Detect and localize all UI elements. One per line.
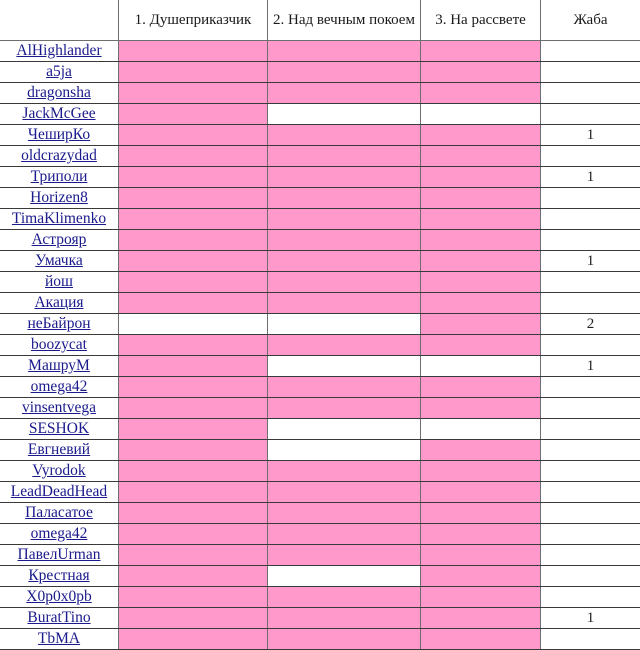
vote-cell-candidate-1 — [119, 41, 268, 62]
voter-cell — [0, 377, 119, 398]
vote-cell-candidate-3 — [421, 251, 541, 272]
vote-cell-candidate-2 — [268, 608, 421, 629]
toad-count-cell — [541, 104, 640, 125]
table-row — [0, 104, 640, 125]
voter-link[interactable]: Акация — [34, 294, 83, 311]
toad-count-cell: 1 — [541, 608, 640, 629]
table-row — [0, 440, 640, 461]
toad-count-cell — [541, 629, 640, 650]
toad-count-cell — [541, 482, 640, 503]
voter-link[interactable]: йош — [45, 273, 73, 290]
vote-cell-candidate-1 — [119, 545, 268, 566]
voter-cell — [0, 167, 119, 188]
toad-count-cell — [541, 62, 640, 83]
table-row — [0, 587, 640, 608]
vote-cell-candidate-1 — [119, 167, 268, 188]
vote-cell-candidate-1 — [119, 524, 268, 545]
voter-link[interactable]: LeadDeadHead — [11, 483, 107, 500]
header-candidate-3: 3. На рассвете — [421, 0, 541, 41]
voter-cell — [0, 209, 119, 230]
vote-cell-candidate-3 — [421, 335, 541, 356]
vote-cell-candidate-2 — [268, 83, 421, 104]
voter-cell — [0, 398, 119, 419]
voter-link[interactable]: Триполи — [31, 168, 88, 185]
vote-cell-candidate-1 — [119, 377, 268, 398]
vote-cell-candidate-2 — [268, 440, 421, 461]
vote-cell-candidate-2 — [268, 62, 421, 83]
toad-count-cell — [541, 440, 640, 461]
table-body — [0, 41, 640, 650]
table-row — [0, 125, 640, 146]
vote-cell-candidate-3 — [421, 41, 541, 62]
header-row — [0, 0, 640, 41]
voter-link[interactable]: TimaKlimenko — [12, 210, 106, 227]
table-row — [0, 461, 640, 482]
table-row — [0, 482, 640, 503]
toad-count-cell: 1 — [541, 125, 640, 146]
table-row — [0, 272, 640, 293]
vote-cell-candidate-2 — [268, 146, 421, 167]
toad-count-cell — [541, 461, 640, 482]
toad-count-cell — [541, 566, 640, 587]
vote-cell-candidate-3 — [421, 188, 541, 209]
vote-cell-candidate-1 — [119, 125, 268, 146]
vote-cell-candidate-3 — [421, 272, 541, 293]
vote-cell-candidate-2 — [268, 272, 421, 293]
vote-cell-candidate-2 — [268, 419, 421, 440]
vote-cell-candidate-1 — [119, 209, 268, 230]
voter-link[interactable]: vinsentvega — [22, 399, 96, 416]
table-row — [0, 356, 640, 377]
vote-cell-candidate-1 — [119, 482, 268, 503]
vote-cell-candidate-2 — [268, 293, 421, 314]
toad-count-cell — [541, 146, 640, 167]
vote-cell-candidate-1 — [119, 419, 268, 440]
vote-cell-candidate-3 — [421, 356, 541, 377]
vote-cell-candidate-3 — [421, 524, 541, 545]
toad-count-cell: 2 — [541, 314, 640, 335]
voter-link[interactable]: AlHighlander — [16, 42, 101, 59]
vote-cell-candidate-2 — [268, 41, 421, 62]
vote-cell-candidate-3 — [421, 503, 541, 524]
voter-link[interactable]: oldcrazydad — [21, 147, 97, 164]
vote-cell-candidate-3 — [421, 566, 541, 587]
voter-cell — [0, 566, 119, 587]
voter-cell — [0, 125, 119, 146]
vote-cell-candidate-2 — [268, 335, 421, 356]
voter-link[interactable]: omega42 — [31, 525, 88, 542]
vote-cell-candidate-1 — [119, 461, 268, 482]
table-row — [0, 566, 640, 587]
voter-link[interactable]: SESHOK — [29, 420, 89, 437]
voter-cell — [0, 503, 119, 524]
vote-cell-candidate-2 — [268, 524, 421, 545]
toad-count-cell: 1 — [541, 356, 640, 377]
voter-link[interactable]: Умачка — [35, 252, 83, 269]
vote-cell-candidate-1 — [119, 251, 268, 272]
vote-cell-candidate-3 — [421, 146, 541, 167]
table-row — [0, 230, 640, 251]
vote-cell-candidate-3 — [421, 545, 541, 566]
voter-link[interactable]: omega42 — [31, 378, 88, 395]
vote-cell-candidate-2 — [268, 587, 421, 608]
table-row — [0, 335, 640, 356]
table-row — [0, 629, 640, 650]
vote-cell-candidate-2 — [268, 461, 421, 482]
vote-cell-candidate-1 — [119, 503, 268, 524]
vote-cell-candidate-2 — [268, 314, 421, 335]
vote-cell-candidate-2 — [268, 503, 421, 524]
vote-cell-candidate-1 — [119, 356, 268, 377]
vote-cell-candidate-3 — [421, 209, 541, 230]
vote-cell-candidate-3 — [421, 314, 541, 335]
voter-cell — [0, 62, 119, 83]
vote-cell-candidate-3 — [421, 125, 541, 146]
vote-cell-candidate-3 — [421, 293, 541, 314]
toad-count-cell — [541, 524, 640, 545]
vote-cell-candidate-2 — [268, 251, 421, 272]
vote-cell-candidate-2 — [268, 125, 421, 146]
table-row — [0, 251, 640, 272]
vote-cell-candidate-1 — [119, 272, 268, 293]
vote-cell-candidate-3 — [421, 440, 541, 461]
vote-cell-candidate-1 — [119, 440, 268, 461]
voter-cell — [0, 41, 119, 62]
voter-link[interactable]: Астрояр — [32, 231, 87, 248]
toad-count-cell — [541, 377, 640, 398]
vote-cell-candidate-2 — [268, 629, 421, 650]
vote-cell-candidate-3 — [421, 461, 541, 482]
vote-cell-candidate-3 — [421, 629, 541, 650]
toad-count-cell — [541, 293, 640, 314]
voter-cell — [0, 293, 119, 314]
voter-cell — [0, 146, 119, 167]
voter-cell — [0, 83, 119, 104]
voter-link[interactable]: dragonsha — [27, 84, 91, 101]
voter-link[interactable]: JackMcGee — [22, 105, 95, 122]
table-row — [0, 419, 640, 440]
toad-count-cell: 1 — [541, 167, 640, 188]
vote-cell-candidate-2 — [268, 545, 421, 566]
voter-cell — [0, 335, 119, 356]
table-row — [0, 377, 640, 398]
vote-cell-candidate-3 — [421, 482, 541, 503]
table-row — [0, 293, 640, 314]
voter-cell — [0, 587, 119, 608]
toad-count-cell: 1 — [541, 251, 640, 272]
vote-cell-candidate-1 — [119, 398, 268, 419]
vote-cell-candidate-1 — [119, 587, 268, 608]
vote-cell-candidate-3 — [421, 587, 541, 608]
voter-link[interactable]: BuratTino — [27, 609, 90, 626]
table-row — [0, 83, 640, 104]
table-row — [0, 608, 640, 629]
toad-count-cell — [541, 188, 640, 209]
table-row — [0, 503, 640, 524]
vote-cell-candidate-2 — [268, 566, 421, 587]
vote-cell-candidate-2 — [268, 209, 421, 230]
toad-count-cell — [541, 272, 640, 293]
toad-count-cell — [541, 209, 640, 230]
voter-cell — [0, 440, 119, 461]
voter-link[interactable]: МашруМ — [28, 357, 90, 374]
voter-link[interactable]: boozycat — [31, 336, 87, 353]
voter-cell — [0, 461, 119, 482]
header-corner — [0, 0, 119, 41]
vote-cell-candidate-2 — [268, 356, 421, 377]
voter-link[interactable]: ЧеширКо — [28, 126, 90, 143]
vote-cell-candidate-2 — [268, 188, 421, 209]
voter-cell — [0, 251, 119, 272]
vote-cell-candidate-1 — [119, 314, 268, 335]
vote-cell-candidate-1 — [119, 146, 268, 167]
vote-cell-candidate-2 — [268, 230, 421, 251]
table-row — [0, 524, 640, 545]
voter-cell — [0, 482, 119, 503]
toad-count-cell — [541, 503, 640, 524]
table-row — [0, 209, 640, 230]
header-toad: Жаба — [541, 0, 640, 41]
vote-cell-candidate-3 — [421, 398, 541, 419]
toad-count-cell — [541, 587, 640, 608]
table-row — [0, 398, 640, 419]
vote-cell-candidate-3 — [421, 167, 541, 188]
voter-cell — [0, 272, 119, 293]
voter-link[interactable]: Евгневий — [28, 441, 90, 458]
voter-link[interactable]: ПавелUrman — [18, 546, 101, 563]
voter-cell — [0, 104, 119, 125]
toad-count-cell — [541, 335, 640, 356]
voter-link[interactable]: Паласатое — [25, 504, 93, 521]
header-candidate-2: 2. Над вечным покоем — [268, 0, 421, 41]
voter-link[interactable]: Крестная — [28, 567, 89, 584]
toad-count-cell — [541, 41, 640, 62]
header-candidate-1: 1. Душеприказчик — [119, 0, 268, 41]
vote-cell-candidate-2 — [268, 482, 421, 503]
voter-link[interactable]: Vyrodok — [32, 462, 85, 479]
vote-cell-candidate-1 — [119, 83, 268, 104]
voter-cell — [0, 230, 119, 251]
toad-count-cell — [541, 545, 640, 566]
vote-cell-candidate-2 — [268, 377, 421, 398]
vote-cell-candidate-3 — [421, 377, 541, 398]
toad-count-cell — [541, 398, 640, 419]
voter-link[interactable]: X0p0x0pb — [26, 588, 91, 605]
toad-count-cell — [541, 419, 640, 440]
vote-cell-candidate-1 — [119, 62, 268, 83]
vote-cell-candidate-1 — [119, 629, 268, 650]
vote-cell-candidate-1 — [119, 104, 268, 125]
table-row — [0, 314, 640, 335]
vote-cell-candidate-1 — [119, 608, 268, 629]
toad-count-cell — [541, 83, 640, 104]
voter-cell — [0, 314, 119, 335]
voter-cell — [0, 419, 119, 440]
voter-link[interactable]: Horizen8 — [30, 189, 88, 206]
voter-cell — [0, 356, 119, 377]
voter-link[interactable]: TbMA — [38, 630, 80, 647]
table-row — [0, 41, 640, 62]
voter-cell — [0, 524, 119, 545]
vote-cell-candidate-1 — [119, 230, 268, 251]
voter-link[interactable]: неБайрон — [27, 315, 90, 332]
vote-cell-candidate-1 — [119, 335, 268, 356]
vote-cell-candidate-2 — [268, 398, 421, 419]
vote-cell-candidate-1 — [119, 566, 268, 587]
voter-cell — [0, 629, 119, 650]
vote-cell-candidate-2 — [268, 167, 421, 188]
voter-cell — [0, 608, 119, 629]
voter-cell — [0, 545, 119, 566]
toad-count-cell — [541, 230, 640, 251]
vote-cell-candidate-3 — [421, 83, 541, 104]
vote-cell-candidate-1 — [119, 188, 268, 209]
table-row — [0, 146, 640, 167]
table-row — [0, 188, 640, 209]
vote-cell-candidate-3 — [421, 608, 541, 629]
vote-cell-candidate-3 — [421, 62, 541, 83]
vote-cell-candidate-1 — [119, 293, 268, 314]
voter-cell — [0, 188, 119, 209]
vote-cell-candidate-3 — [421, 230, 541, 251]
table-row — [0, 167, 640, 188]
table-row — [0, 545, 640, 566]
voter-link[interactable]: a5ja — [46, 63, 72, 80]
vote-cell-candidate-3 — [421, 104, 541, 125]
vote-cell-candidate-2 — [268, 104, 421, 125]
vote-cell-candidate-3 — [421, 419, 541, 440]
table-row — [0, 62, 640, 83]
